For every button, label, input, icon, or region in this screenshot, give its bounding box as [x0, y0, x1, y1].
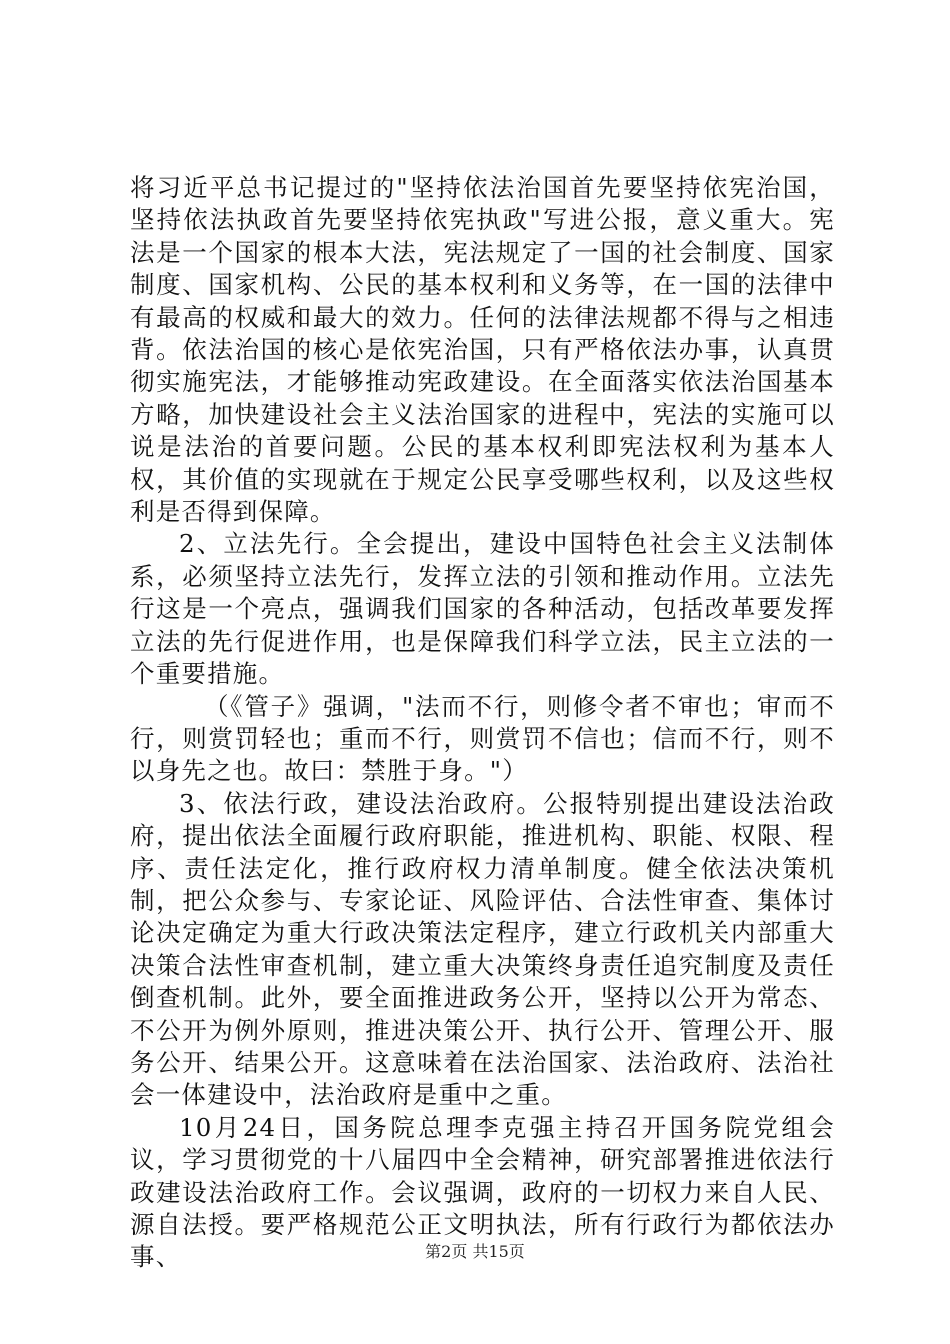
- paragraph-constitution: 将习近平总书记提过的"坚持依法治国首先要坚持依宪治国，坚持依法执政首先要坚持依宪执政"写进公报，意义重大。宪法是一个国家的根本大法，宪法规定了一国的社会制度、国家制度、国家机构、公民的基本权利和义务等，在一国的法律中有最高的权威和最大的效力。任何的法律法规都不得与之相违背。依法治国的核心是依宪治国，只有严格依法办事，认真贯彻实施宪法，才能够推动宪政建设。在全面落实依法治国基本方略，加快建设社会主义法治国家的进程中，宪法的实施可以说是法治的首要问题。公民的基本权利即宪法权利为基本人权，其价值的实现就在于规定公民享受哪些权利，以及这些权利是否得到保障。: [130, 173, 835, 527]
- paragraph-state-council-meeting: 10月24日，国务院总理李克强主持召开国务院党组会议，学习贯彻党的十八届四中全会精神，研究部署推进依法行政建设法治政府工作。会议强调，政府的一切权力来自人民、源自法授。要严格规范公正文明执法，所有行政行为都依法办事、: [130, 1112, 835, 1272]
- paragraph-legislation-first: 2、立法先行。全会提出，建设中国特色社会主义法制体系，必须坚持立法先行，发挥立法的引领和推动作用。立法先行这是一个亮点，强调我们国家的各种活动，包括改革要发挥立法的先行促进作用，也是保障我们科学立法，民主立法的一个重要措施。: [130, 529, 835, 689]
- paragraph-law-based-administration: 3、依法行政，建设法治政府。公报特别提出建设法治政府，提出依法全面履行政府职能，推进机构、职能、权限、程序、责任法定化，推行政府权力清单制度。健全依法决策机制，把公众参与、专家论证、风险评估、合法性审查、集体讨论决定确定为重大行政决策法定程序，建立行政机关内部重大决策合法性审查机制，建立重大决策终身责任追究制度及责任倒查机制。此外，要全面推进政务公开，坚持以公开为常态、不公开为例外原则，推进决策公开、执行公开、管理公开、服务公开、结果公开。这意味着在法治国家、法治政府、法治社会一体建设中，法治政府是重中之重。: [130, 788, 835, 1110]
- document-body: [130, 172, 835, 1274]
- page-footer: 第2页 共15页: [425, 1242, 525, 1261]
- paragraph-guanzi-quote: （《管子》强调，"法而不行，则修令者不审也；审而不行，则赏罚轻也；重而不行，则赏罚不信也；信而不行，则不以身先之也。故曰：禁胜于身。"）: [130, 691, 835, 786]
